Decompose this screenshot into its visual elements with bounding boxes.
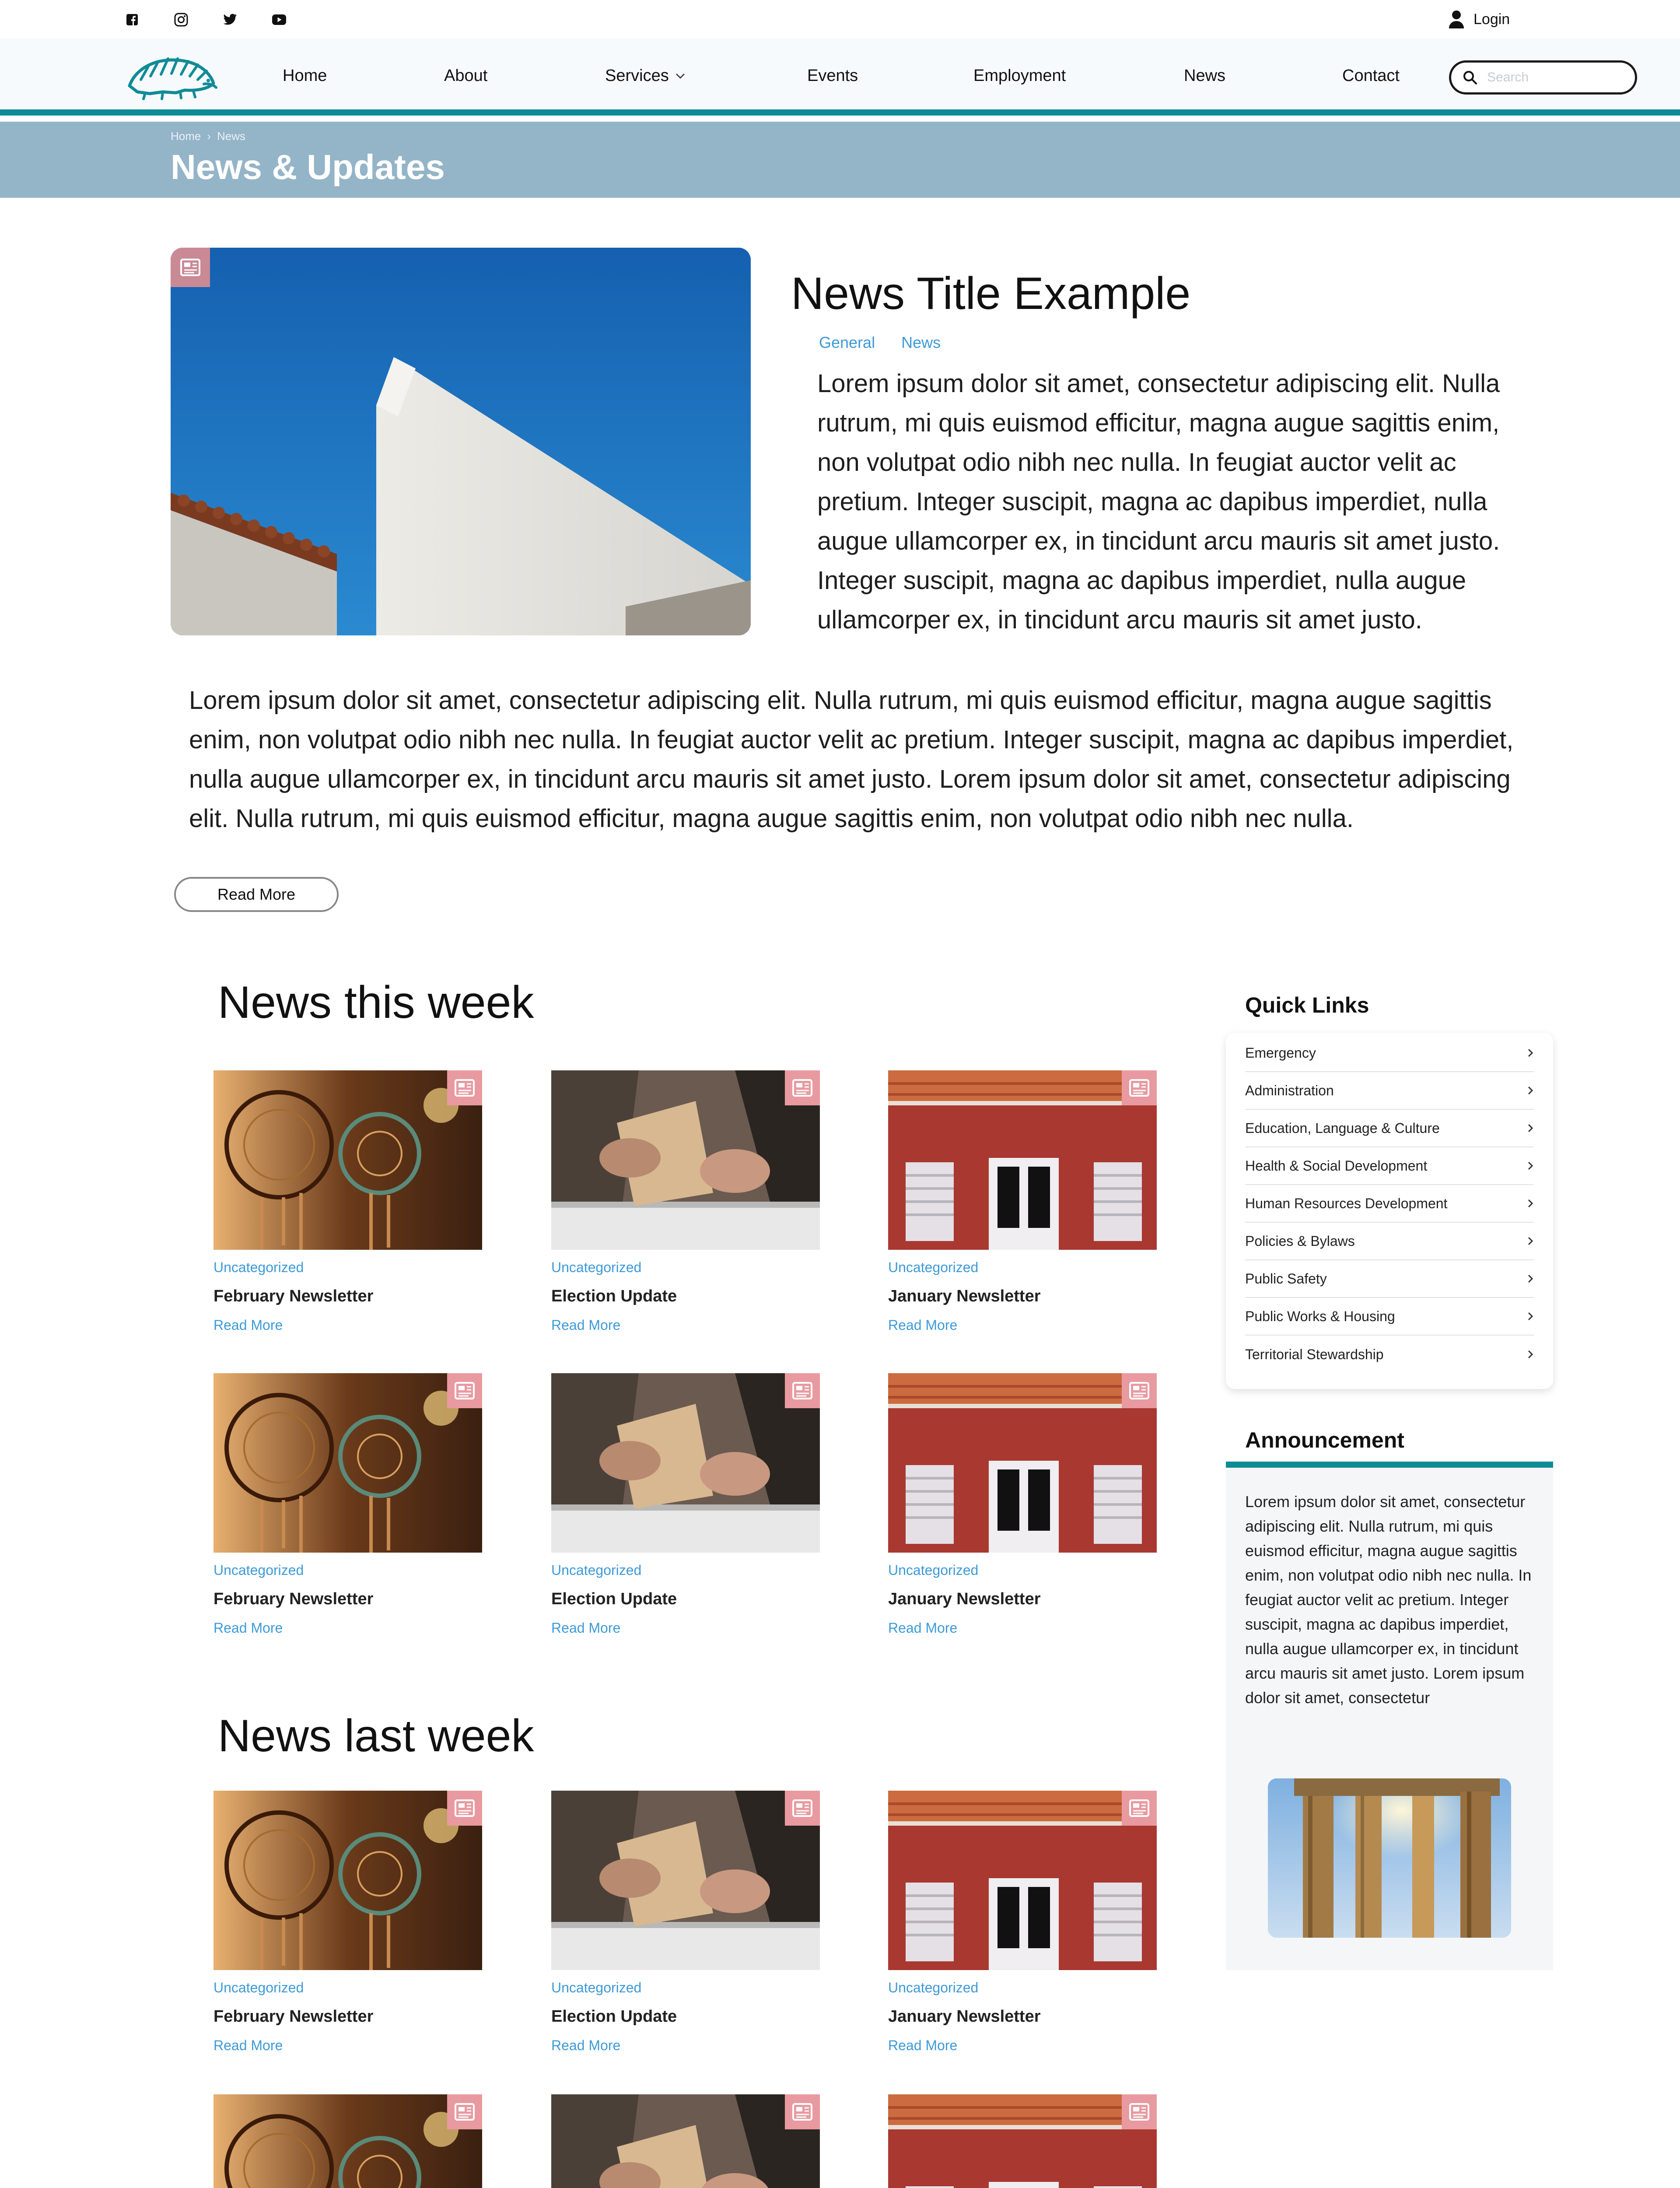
nav-home[interactable]	[283, 67, 327, 85]
facebook-icon[interactable]	[123, 11, 141, 28]
news-card-read-more[interactable]: Read More	[551, 2037, 621, 2053]
quick-link-label: Emergency	[1245, 1045, 1316, 1061]
search-input[interactable]	[1487, 70, 1618, 85]
news-card-category[interactable]: Uncategorized	[551, 1259, 642, 1275]
news-card-title[interactable]: Election Update	[551, 1590, 677, 1608]
news-card-title[interactable]: Election Update	[551, 1287, 677, 1305]
breadcrumb-separator: ›	[207, 130, 211, 143]
news-card[interactable]	[888, 1791, 1157, 2054]
news-card-read-more[interactable]: Read More	[551, 1317, 621, 1333]
newspaper-icon	[1122, 1373, 1157, 1408]
news-card-read-more[interactable]: Read More	[214, 1620, 283, 1636]
news-last-week-title: News last week	[218, 1711, 534, 1761]
quick-link-label: Policies & Bylaws	[1245, 1233, 1355, 1249]
news-card[interactable]	[214, 1373, 482, 1636]
news-card-image[interactable]	[888, 1791, 1157, 1970]
quick-link-item[interactable]	[1245, 1260, 1534, 1298]
announcement-accent-bar	[1226, 1462, 1553, 1468]
newspaper-icon	[447, 1070, 482, 1105]
top-bar	[0, 0, 1680, 39]
quick-link-label: Public Safety	[1245, 1270, 1327, 1287]
page-title: News & Updates	[171, 147, 445, 186]
news-card-category[interactable]: Uncategorized	[551, 1562, 642, 1578]
newspaper-icon	[785, 1373, 820, 1408]
search-icon[interactable]	[1463, 70, 1477, 85]
newspaper-icon	[447, 1791, 482, 1826]
news-card[interactable]	[214, 2094, 482, 2188]
news-card-title[interactable]: February Newsletter	[214, 2007, 374, 2026]
news-card-category[interactable]: Uncategorized	[214, 1562, 304, 1578]
news-card-image[interactable]	[214, 1070, 482, 1250]
news-card-image[interactable]	[551, 1070, 820, 1250]
quick-link-item[interactable]	[1245, 1223, 1534, 1260]
quick-link-label: Administration	[1245, 1082, 1334, 1098]
news-card-image[interactable]	[888, 1373, 1157, 1553]
nav-events[interactable]	[807, 67, 858, 85]
feature-body: Lorem ipsum dolor sit amet, consectetur adipiscing elit. Nulla rutrum, mi quis euismod efficitur, magna augue sagittis enim, non volutpat odio nibh nec nulla. In feugiat auctor velit ac pretium. Integer suscipit, magna ac dapibus imperdiet, nulla augue ullamcorper ex, in tincidunt arcu mauris sit amet justo. Lorem ipsum dolor sit amet, consectetur adipiscing elit. Nulla rutrum, mi quis euismod efficitur, magna augue sagittis enim, non volutpat odio nibh nec nulla.	[189, 686, 1514, 833]
news-card[interactable]	[551, 1373, 820, 1636]
news-card-image[interactable]	[551, 1373, 820, 1553]
news-card[interactable]	[551, 1791, 820, 2054]
feature-image[interactable]	[171, 248, 751, 635]
news-card[interactable]	[888, 1070, 1157, 1333]
news-card-image[interactable]	[214, 2094, 482, 2188]
quick-link-item[interactable]	[1245, 1072, 1534, 1110]
announcement-image[interactable]	[1268, 1778, 1511, 1938]
nav-news[interactable]	[1184, 67, 1225, 85]
quick-link-label: Human Resources Development	[1245, 1195, 1448, 1211]
news-card[interactable]	[888, 2094, 1157, 2188]
newspaper-icon	[1122, 2094, 1157, 2129]
quick-link-label: Education, Language & Culture	[1245, 1120, 1440, 1136]
newspaper-icon	[171, 248, 210, 287]
user-icon	[1448, 10, 1465, 29]
news-card-read-more[interactable]: Read More	[888, 2037, 958, 2053]
chevron-right-icon	[1527, 1236, 1534, 1246]
newspaper-icon	[785, 1791, 820, 1826]
news-card-category[interactable]: Uncategorized	[888, 1562, 979, 1578]
chevron-right-icon	[1527, 1048, 1534, 1058]
login-label: Login	[1474, 11, 1510, 28]
chevron-right-icon	[1527, 1198, 1534, 1209]
quick-link-item[interactable]	[1245, 1110, 1534, 1147]
news-card-read-more[interactable]: Read More	[888, 1317, 958, 1333]
quick-links-list	[1226, 1033, 1553, 1389]
social-links	[123, 11, 288, 28]
newspaper-icon	[447, 2094, 482, 2129]
quick-link-label: Public Works & Housing	[1245, 1308, 1395, 1324]
nav-employment[interactable]	[973, 67, 1066, 85]
nav-employment-label: Employment	[973, 67, 1066, 85]
quick-links-title: Quick Links	[1245, 993, 1369, 1017]
announcement-text: Lorem ipsum dolor sit amet, consectetur adipiscing elit. Nulla rutrum, mi quis euismod efficitur, magna augue sagittis enim, non volutpat odio nibh nec nulla. In feugiat auctor velit ac pretium. Integer suscipit, magna ac dapibus imperdiet, nulla augue ullamcorper ex, in tincidunt arcu mauris sit amet justo. Lorem ipsum dolor sit amet, consectetur	[1245, 1493, 1532, 1707]
news-card[interactable]	[214, 1791, 482, 2054]
news-card-category[interactable]: Uncategorized	[214, 1980, 304, 1995]
search-box	[1449, 60, 1637, 95]
news-card-category[interactable]: Uncategorized	[214, 1259, 304, 1275]
chevron-right-icon	[1527, 1273, 1534, 1284]
porcupine-logo[interactable]	[123, 49, 220, 102]
quick-link-label: Territorial Stewardship	[1245, 1346, 1384, 1362]
tag-news[interactable]: News	[901, 333, 941, 351]
news-card[interactable]	[214, 1070, 482, 1333]
chevron-right-icon	[1527, 1161, 1534, 1171]
newspaper-icon	[1122, 1070, 1157, 1105]
youtube-icon[interactable]	[270, 11, 288, 28]
news-card-category[interactable]: Uncategorized	[888, 1259, 979, 1275]
news-card-title[interactable]: January Newsletter	[888, 1287, 1041, 1305]
twitter-icon[interactable]	[221, 11, 239, 28]
news-card-image[interactable]	[888, 1070, 1157, 1250]
building-image	[171, 248, 751, 635]
news-card-read-more[interactable]: Read More	[214, 1317, 283, 1333]
news-this-week-title: News this week	[218, 977, 534, 1028]
news-card-image[interactable]	[551, 2094, 820, 2188]
page-banner	[0, 122, 1680, 198]
quick-link-item[interactable]	[1245, 1034, 1534, 1072]
login-button[interactable]	[1448, 7, 1510, 32]
news-card-title[interactable]: January Newsletter	[888, 1590, 1041, 1608]
breadcrumb-home[interactable]: Home	[171, 130, 201, 143]
news-card-image[interactable]	[214, 1373, 482, 1553]
announcement-title: Announcement	[1245, 1428, 1404, 1452]
news-card-title[interactable]: February Newsletter	[214, 1287, 374, 1305]
quick-link-label: Health & Social Development	[1245, 1157, 1428, 1174]
quick-link-item[interactable]	[1245, 1336, 1534, 1373]
news-card-category[interactable]: Uncategorized	[551, 1980, 642, 1995]
news-card-image[interactable]	[214, 1791, 482, 1970]
tag-general[interactable]: General	[819, 333, 875, 351]
chevron-right-icon	[1527, 1311, 1534, 1322]
news-card-image[interactable]	[551, 1791, 820, 1970]
news-card-category[interactable]: Uncategorized	[888, 1980, 979, 1995]
news-card-read-more[interactable]: Read More	[888, 1620, 958, 1636]
newspaper-icon	[1122, 1791, 1157, 1826]
news-card-read-more[interactable]: Read More	[214, 2037, 283, 2053]
main-navigation	[0, 39, 1680, 116]
feature-tags	[819, 333, 941, 352]
news-card[interactable]	[551, 1070, 820, 1333]
quick-link-item[interactable]	[1245, 1185, 1534, 1223]
chevron-right-icon	[1527, 1123, 1534, 1133]
read-more-button[interactable]: Read More	[174, 877, 339, 912]
newspaper-icon	[447, 1373, 482, 1408]
newspaper-icon	[785, 2094, 820, 2129]
nav-about-label: About	[444, 67, 488, 85]
chevron-right-icon	[1527, 1085, 1534, 1096]
news-card-title[interactable]: Election Update	[551, 2007, 677, 2026]
news-card-image[interactable]	[888, 2094, 1157, 2188]
quick-link-item[interactable]	[1245, 1147, 1534, 1185]
news-card[interactable]	[551, 2094, 820, 2188]
news-card-title[interactable]: February Newsletter	[214, 1590, 374, 1608]
news-card[interactable]	[888, 1373, 1157, 1636]
chevron-down-icon	[675, 73, 686, 80]
nav-services-label: Services	[605, 67, 669, 85]
news-card-read-more[interactable]: Read More	[551, 1620, 621, 1636]
chevron-right-icon	[1527, 1349, 1534, 1360]
breadcrumb	[171, 130, 245, 143]
breadcrumb-current: News	[217, 130, 246, 143]
news-card-title[interactable]: January Newsletter	[888, 2007, 1041, 2026]
nav-services[interactable]	[605, 67, 686, 85]
columns-image	[1268, 1778, 1511, 1938]
announcement-panel	[1226, 1468, 1553, 1970]
nav-events-label: Events	[807, 67, 858, 85]
nav-contact-label: Contact	[1342, 67, 1400, 85]
feature-title: News Title Example	[791, 268, 1191, 319]
quick-link-item[interactable]	[1245, 1298, 1534, 1336]
nav-news-label: News	[1184, 67, 1226, 85]
instagram-icon[interactable]	[172, 11, 190, 28]
nav-home-label: Home	[283, 67, 327, 85]
newspaper-icon	[785, 1070, 820, 1105]
nav-about[interactable]	[444, 67, 487, 85]
nav-contact[interactable]	[1342, 67, 1400, 85]
feature-summary: Lorem ipsum dolor sit amet, consectetur adipiscing elit. Nulla rutrum, mi quis euismod efficitur, magna augue sagittis enim, non volutpat odio nibh nec nulla. In feugiat auctor velit ac pretium. Integer suscipit, magna ac dapibus imperdiet, nulla augue ullamcorper ex, in tincidunt arcu mauris sit amet justo. Integer suscipit, magna ac dapibus imperdiet, nulla augue ullamcorper ex, in tincidunt arcu mauris sit amet justo.	[817, 369, 1500, 634]
